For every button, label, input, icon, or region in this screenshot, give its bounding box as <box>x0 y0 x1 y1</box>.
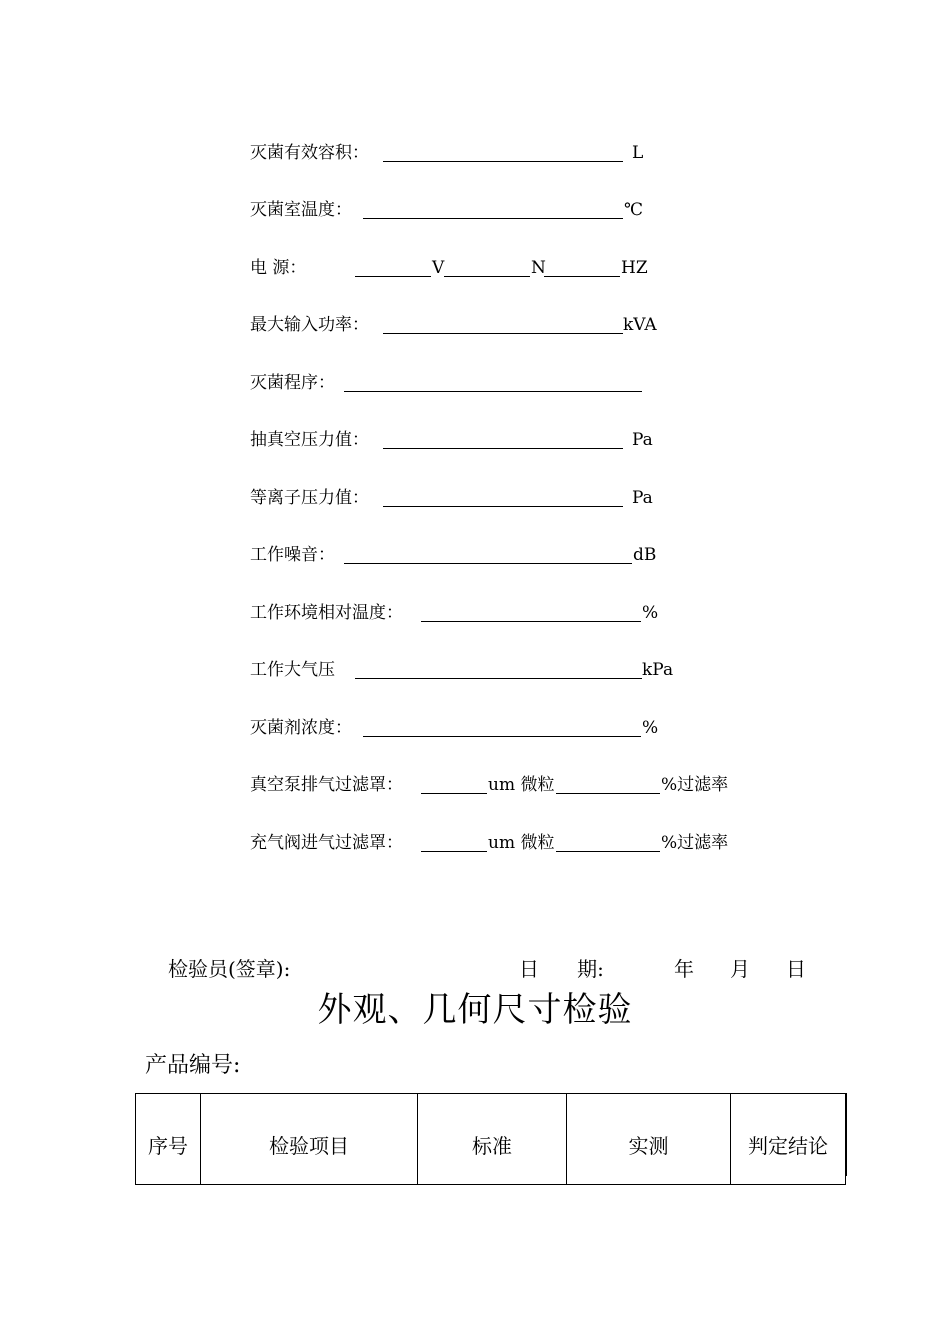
field-unit: %过滤率 <box>661 833 729 853</box>
col-header-standard: 标准 <box>418 1094 567 1185</box>
table-header-row <box>136 1094 846 1185</box>
field-unit: dB <box>633 545 657 565</box>
field-label: 充气阀进气过滤罩： <box>250 833 403 853</box>
blank-line <box>344 391 642 392</box>
blank-line <box>383 333 623 334</box>
field-label: 工作噪音： <box>250 545 335 565</box>
field-unit: % <box>642 718 659 738</box>
blank-line <box>355 678 642 679</box>
blank-line <box>383 161 623 162</box>
blank-line <box>383 506 623 507</box>
field-mid: um 微粒 <box>488 775 555 795</box>
date-year: 年 <box>674 957 694 981</box>
field-label: 工作环境相对温度： <box>250 603 403 623</box>
col-header-measured: 实测 <box>567 1094 731 1185</box>
blank-line <box>444 276 530 277</box>
blank-line <box>556 851 660 852</box>
field-label: 灭菌程序： <box>250 373 335 393</box>
blank-line <box>421 621 641 622</box>
field-label: 电 源： <box>250 258 307 278</box>
field-label: 等离子压力值： <box>250 488 369 508</box>
blank-line <box>363 736 641 737</box>
field-label: 最大输入功率： <box>250 315 369 335</box>
field-unit: %过滤率 <box>661 775 729 795</box>
field-label: 抽真空压力值： <box>250 430 369 450</box>
field-unit: kVA <box>623 315 657 335</box>
field-unit: % <box>642 603 659 623</box>
blank-line <box>544 276 620 277</box>
field-unit: Pa <box>632 488 653 508</box>
field-label: 工作大气压 <box>250 660 335 680</box>
field-unit: kPa <box>642 660 674 680</box>
inspection-table <box>135 1093 846 1185</box>
date-day: 日 <box>786 957 806 981</box>
blank-line <box>355 276 431 277</box>
field-unit-v: V <box>432 258 445 278</box>
blank-line <box>383 448 623 449</box>
field-unit-hz: HZ <box>621 258 648 278</box>
field-unit-n: N <box>531 258 546 278</box>
field-mid: um 微粒 <box>488 833 555 853</box>
blank-line <box>344 563 632 564</box>
col-header-item: 检验项目 <box>201 1094 418 1185</box>
section-title: 外观、几何尺寸检验 <box>317 990 633 1030</box>
inspector-signature-label: 检验员(签章): <box>168 957 291 981</box>
field-label: 灭菌有效容积： <box>250 143 369 163</box>
field-unit: ℃ <box>624 200 644 220</box>
field-label: 真空泵排气过滤罩： <box>250 775 403 795</box>
date-label: 日 期: <box>519 957 604 981</box>
field-unit: L <box>632 143 644 163</box>
col-header-index: 序号 <box>136 1094 201 1185</box>
table-outer-border <box>846 1093 847 1176</box>
col-header-conclusion: 判定结论 <box>731 1094 846 1185</box>
blank-line <box>421 851 487 852</box>
product-number-label: 产品编号: <box>145 1053 241 1078</box>
blank-line <box>421 793 487 794</box>
field-unit: Pa <box>632 430 653 450</box>
blank-line <box>556 793 660 794</box>
date-month: 月 <box>730 957 750 981</box>
field-label: 灭菌室温度： <box>250 200 352 220</box>
blank-line <box>363 218 623 219</box>
field-label: 灭菌剂浓度： <box>250 718 352 738</box>
